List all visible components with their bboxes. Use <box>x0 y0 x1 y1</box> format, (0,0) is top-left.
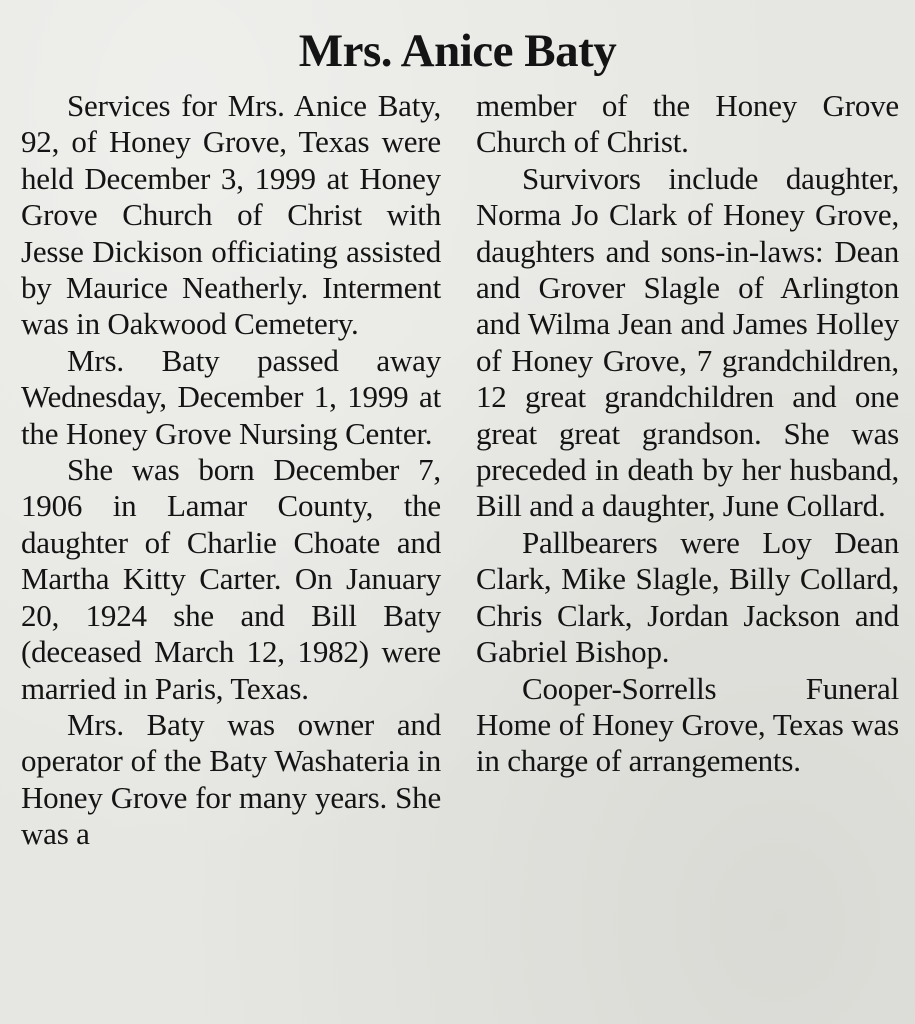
paragraph-passed-away: Mrs. Baty passed away Wednesday, December 1, 1999 at the Honey Grove Nursing Center. <box>21 342 441 451</box>
paragraph-funeral-home: Cooper-Sorrells Funeral Home of Honey Grove, Texas was in charge of arrangements. <box>476 670 899 779</box>
paragraph-survivors: Survivors include daughter, Norma Jo Clark of Honey Grove, daughters and sons-in-laws: Dean and Grover Slagle of Arlington and Wilma Jean and James Holley of Honey Grove, 7 grandchildren, 12 great grandchildren and one great great grandson. She was preceded in death by her husband, Bill and a daughter, June Collard. <box>476 160 899 524</box>
paragraph-services: Services for Mrs. Anice Baty, 92, of Honey Grove, Texas were held December 3, 1999 at Honey Grove Church of Christ with Jesse Dickison officiating assisted by Maurice Neatherly. Interment was in Oakwood Cemetery. <box>21 88 441 342</box>
right-column <box>476 88 899 780</box>
paragraph-church-member: member of the Honey Grove Church of Christ. <box>476 88 899 160</box>
paragraph-born: She was born December 7, 1906 in Lamar County, the daughter of Charlie Choate and Martha Kitty Carter. On January 20, 1924 she and Bill Baty (deceased March 12, 1982) were married in Paris, Texas. <box>21 452 441 706</box>
paragraph-owner: Mrs. Baty was owner and operator of the Baty Washateria in Honey Grove for many years. She was a <box>21 706 441 852</box>
paragraph-pallbearers: Pallbearers were Loy Dean Clark, Mike Slagle, Billy Collard, Chris Clark, Jordan Jackson and Gabriel Bishop. <box>476 524 899 670</box>
obituary-title: Mrs. Anice Baty <box>298 25 617 77</box>
left-column <box>21 88 441 853</box>
